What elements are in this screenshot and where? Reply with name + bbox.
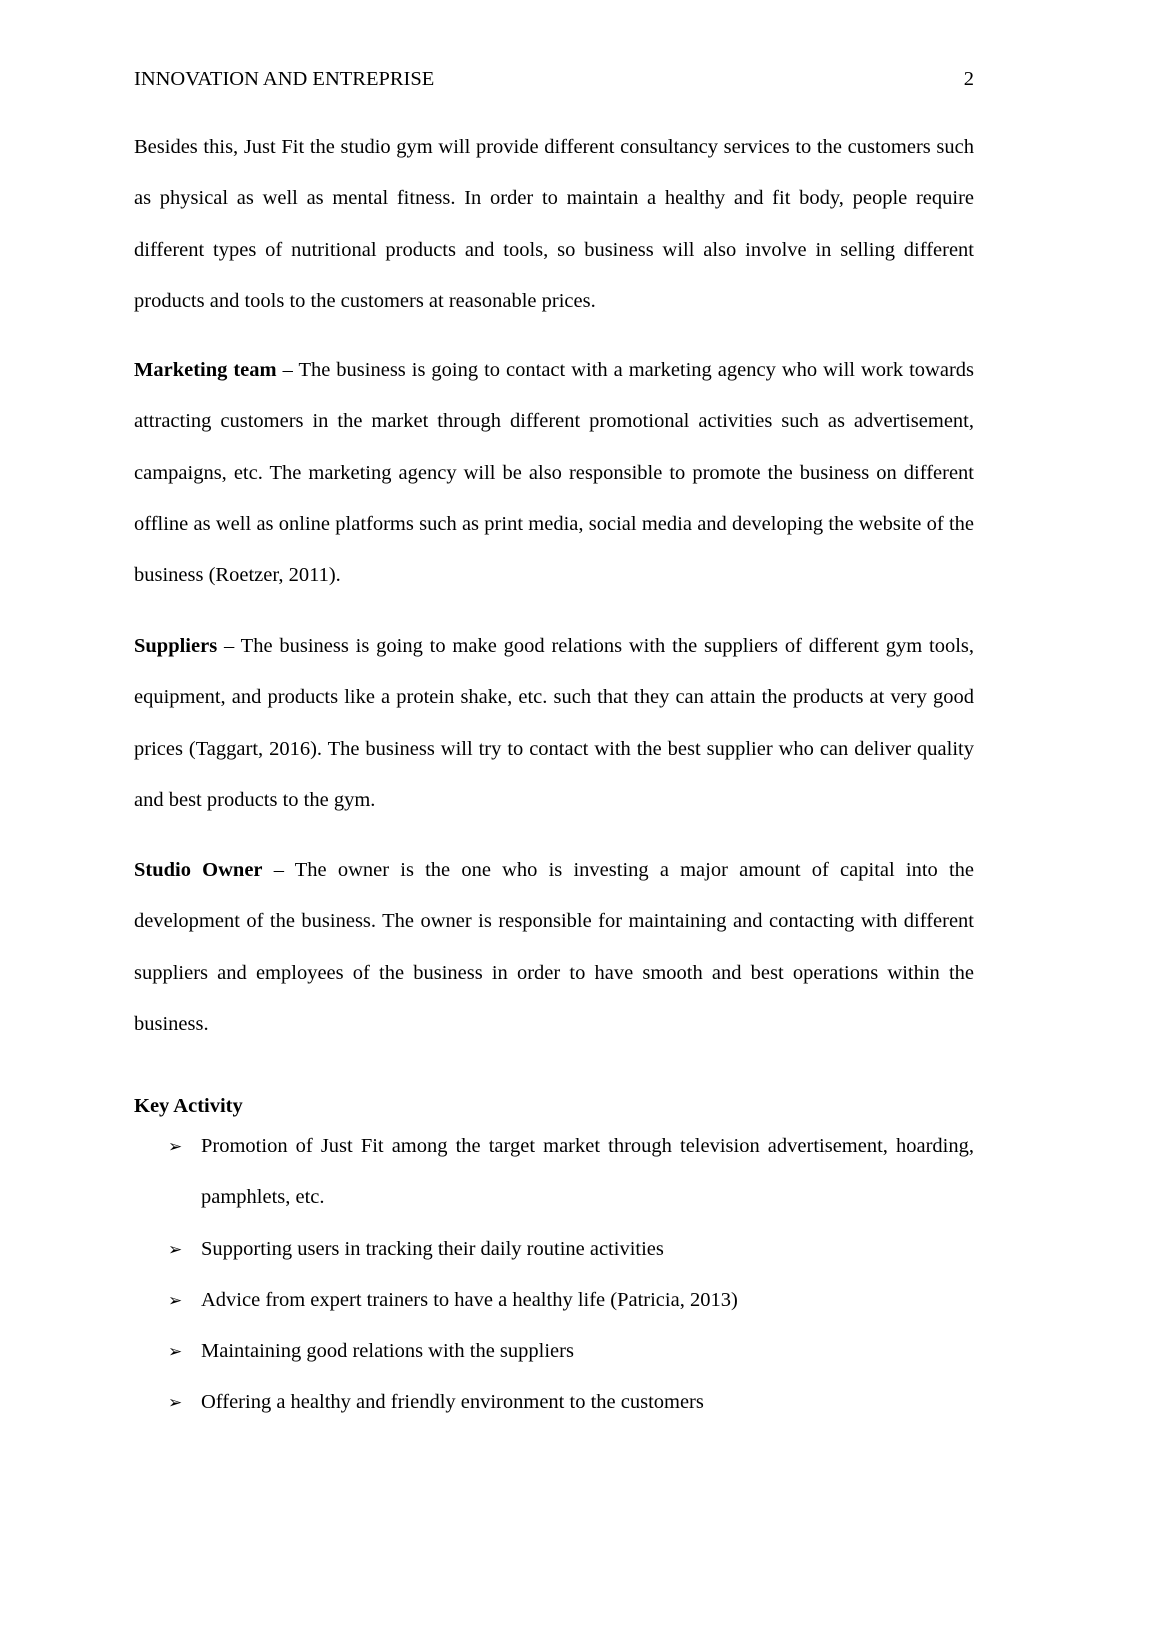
- list-item-text: Advice from expert trainers to have a healthy life (Patricia, 2013): [201, 1288, 738, 1311]
- list-item: [134, 1326, 974, 1377]
- list-item-text: Supporting users in tracking their daily routine activities: [201, 1237, 664, 1260]
- paragraph-lead: Studio Owner: [134, 859, 263, 881]
- list-item: [134, 1121, 974, 1224]
- paragraph-text: Besides this, Just Fit the studio gym will provide different consultancy services to the customers such as physical as well as mental fitness. In order to maintain a healthy and fit body, people require different types of nutritional products and tools, so business will also involve in selling different products and tools to the customers at reasonable prices.: [134, 136, 974, 312]
- list-item-text: Promotion of Just Fit among the target market through television advertisement, hoarding, pamphlets, etc.: [201, 1135, 974, 1209]
- paragraph-marketing-team: [134, 345, 974, 601]
- paragraph-text: – The business is going to make good relations with the suppliers of different gym tools, equipment, and products like a protein shake, etc. such that they can attain the products at very good prices (Taggart, 2016). The business will try to contact with the best supplier who can deliver quality and best products to the gym.: [134, 635, 974, 811]
- page-header: [134, 66, 974, 92]
- paragraph-text: – The owner is the one who is investing a major amount of capital into the development of the business. The owner is responsible for maintaining and contacting with different suppliers and employees of the business in order to have smooth and best operations within the business.: [134, 859, 974, 1035]
- page-number: 2: [963, 68, 974, 90]
- list-item-text: Maintaining good relations with the suppliers: [201, 1340, 574, 1363]
- paragraph-suppliers: [134, 621, 974, 826]
- arrowhead-bullet-icon: ➢: [168, 1239, 183, 1259]
- paragraph-text: – The business is going to contact with a marketing agency who will work towards attracting customers in the market through different promotional activities such as advertisement, campaigns, etc. The marketing agency will be also responsible to promote the business on different offline as well as online platforms such as print media, social media and developing the website of the business (Roetzer, 2011).: [134, 359, 974, 587]
- list-item: [134, 1275, 974, 1326]
- arrowhead-bullet-icon: ➢: [168, 1393, 183, 1413]
- list-item-text: Offering a healthy and friendly environment to the customers: [201, 1391, 704, 1414]
- paragraph-lead: Marketing team: [134, 359, 277, 381]
- arrowhead-bullet-icon: ➢: [168, 1290, 183, 1310]
- paragraph-studio-owner: [134, 845, 974, 1050]
- paragraph-lead: Suppliers: [134, 635, 218, 657]
- list-item: [134, 1377, 974, 1428]
- running-title: INNOVATION AND ENTREPRISE: [134, 68, 435, 90]
- paragraph-consultancy: [134, 122, 974, 327]
- arrowhead-bullet-icon: ➢: [168, 1342, 183, 1362]
- arrowhead-bullet-icon: ➢: [168, 1137, 183, 1156]
- list-item: [134, 1224, 974, 1275]
- section-heading-key-activity: Key Activity: [134, 1095, 243, 1117]
- key-activity-list: [134, 1121, 974, 1429]
